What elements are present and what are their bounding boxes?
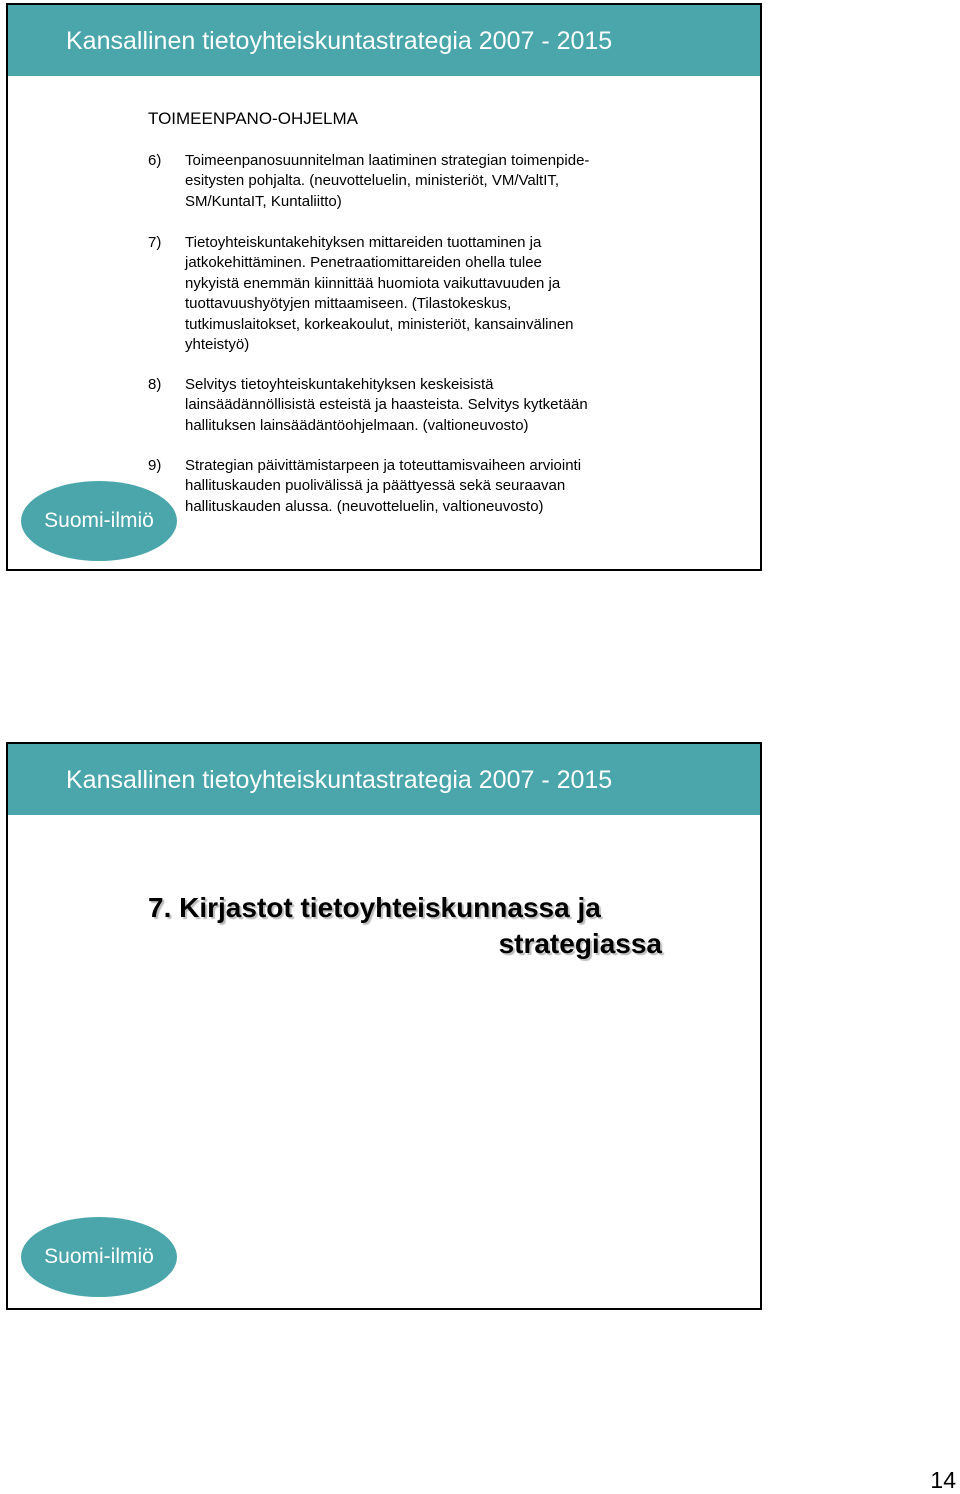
item-text [185,456,738,517]
item-number: 6) [148,152,162,169]
slide-header [8,744,760,815]
badge-label: Suomi-ilmiö [44,1245,154,1268]
item-number: 8) [148,376,162,393]
item-text [185,151,738,212]
item-line: Toimeenpanosuunnitelman laatiminen strategian toimenpide- [185,152,590,169]
slide-header-title: Kansallinen tietoyhteiskuntastrategia 2007 - 2015 [66,766,613,794]
item-line: Tietoyhteiskuntakehityksen mittareiden tuottaminen ja [185,234,542,251]
badge-label: Suomi-ilmiö [44,509,154,532]
item-number: 9) [148,457,162,474]
item-line: hallituskauden puolivälissä ja päättyessä sekä seuraavan [185,477,566,495]
list-item [148,375,738,436]
suomi-ilmio-badge [21,481,177,561]
item-line: esitysten pohjalta. (neuvotteluelin, ministeriöt, VM/ValtIT, [185,172,560,190]
slide-title-line: 7. Kirjastot tietoyhteiskunnassa ja [148,892,601,923]
section-title: TOIMEENPANO-OHJELMA [148,109,359,128]
list-item [148,456,738,517]
item-number: 7) [148,234,162,251]
slide-header [8,5,760,76]
item-line: SM/KuntaIT, Kuntaliitto) [185,192,342,210]
item-line: tuottavuushyötyjen mittaamiseen. (Tilastokeskus, [185,295,512,313]
list-item [148,233,738,355]
item-text [185,233,738,355]
item-line: Strategian päivittämistarpeen ja toteuttamisvaiheen arviointi [185,457,582,474]
slide-1 [6,3,762,571]
item-line: hallituskauden alussa. (neuvotteluelin, valtioneuvosto) [185,497,544,515]
item-line: tutkimuslaitokset, korkeakoulut, ministeriöt, kansainvälinen [185,315,574,333]
item-line: lainsäädännöllisistä esteistä ja haasteista. Selvitys kytketään [185,396,588,414]
item-line: yhteistyö) [185,336,250,354]
slide-title-line: strategiassa [498,928,662,959]
slide-header-title: Kansallinen tietoyhteiskuntastrategia 2007 - 2015 [66,27,613,55]
item-line: Selvitys tietoyhteiskuntakehityksen keskeisistä [185,376,494,393]
item-line: hallituksen lainsäädäntöohjelmaan. (valtioneuvosto) [185,416,529,434]
suomi-ilmio-badge [21,1217,177,1297]
list-item [148,151,738,212]
item-line: jatkokehittäminen. Penetraatiomittareiden ohella tulee [185,254,542,272]
slide-title [148,890,662,962]
item-line: nykyistä enemmän kiinnittää huomiota vaikuttavuuden ja [185,274,561,292]
page-number: 14 [930,1467,956,1493]
item-text [185,375,738,436]
slide-2 [6,742,762,1310]
